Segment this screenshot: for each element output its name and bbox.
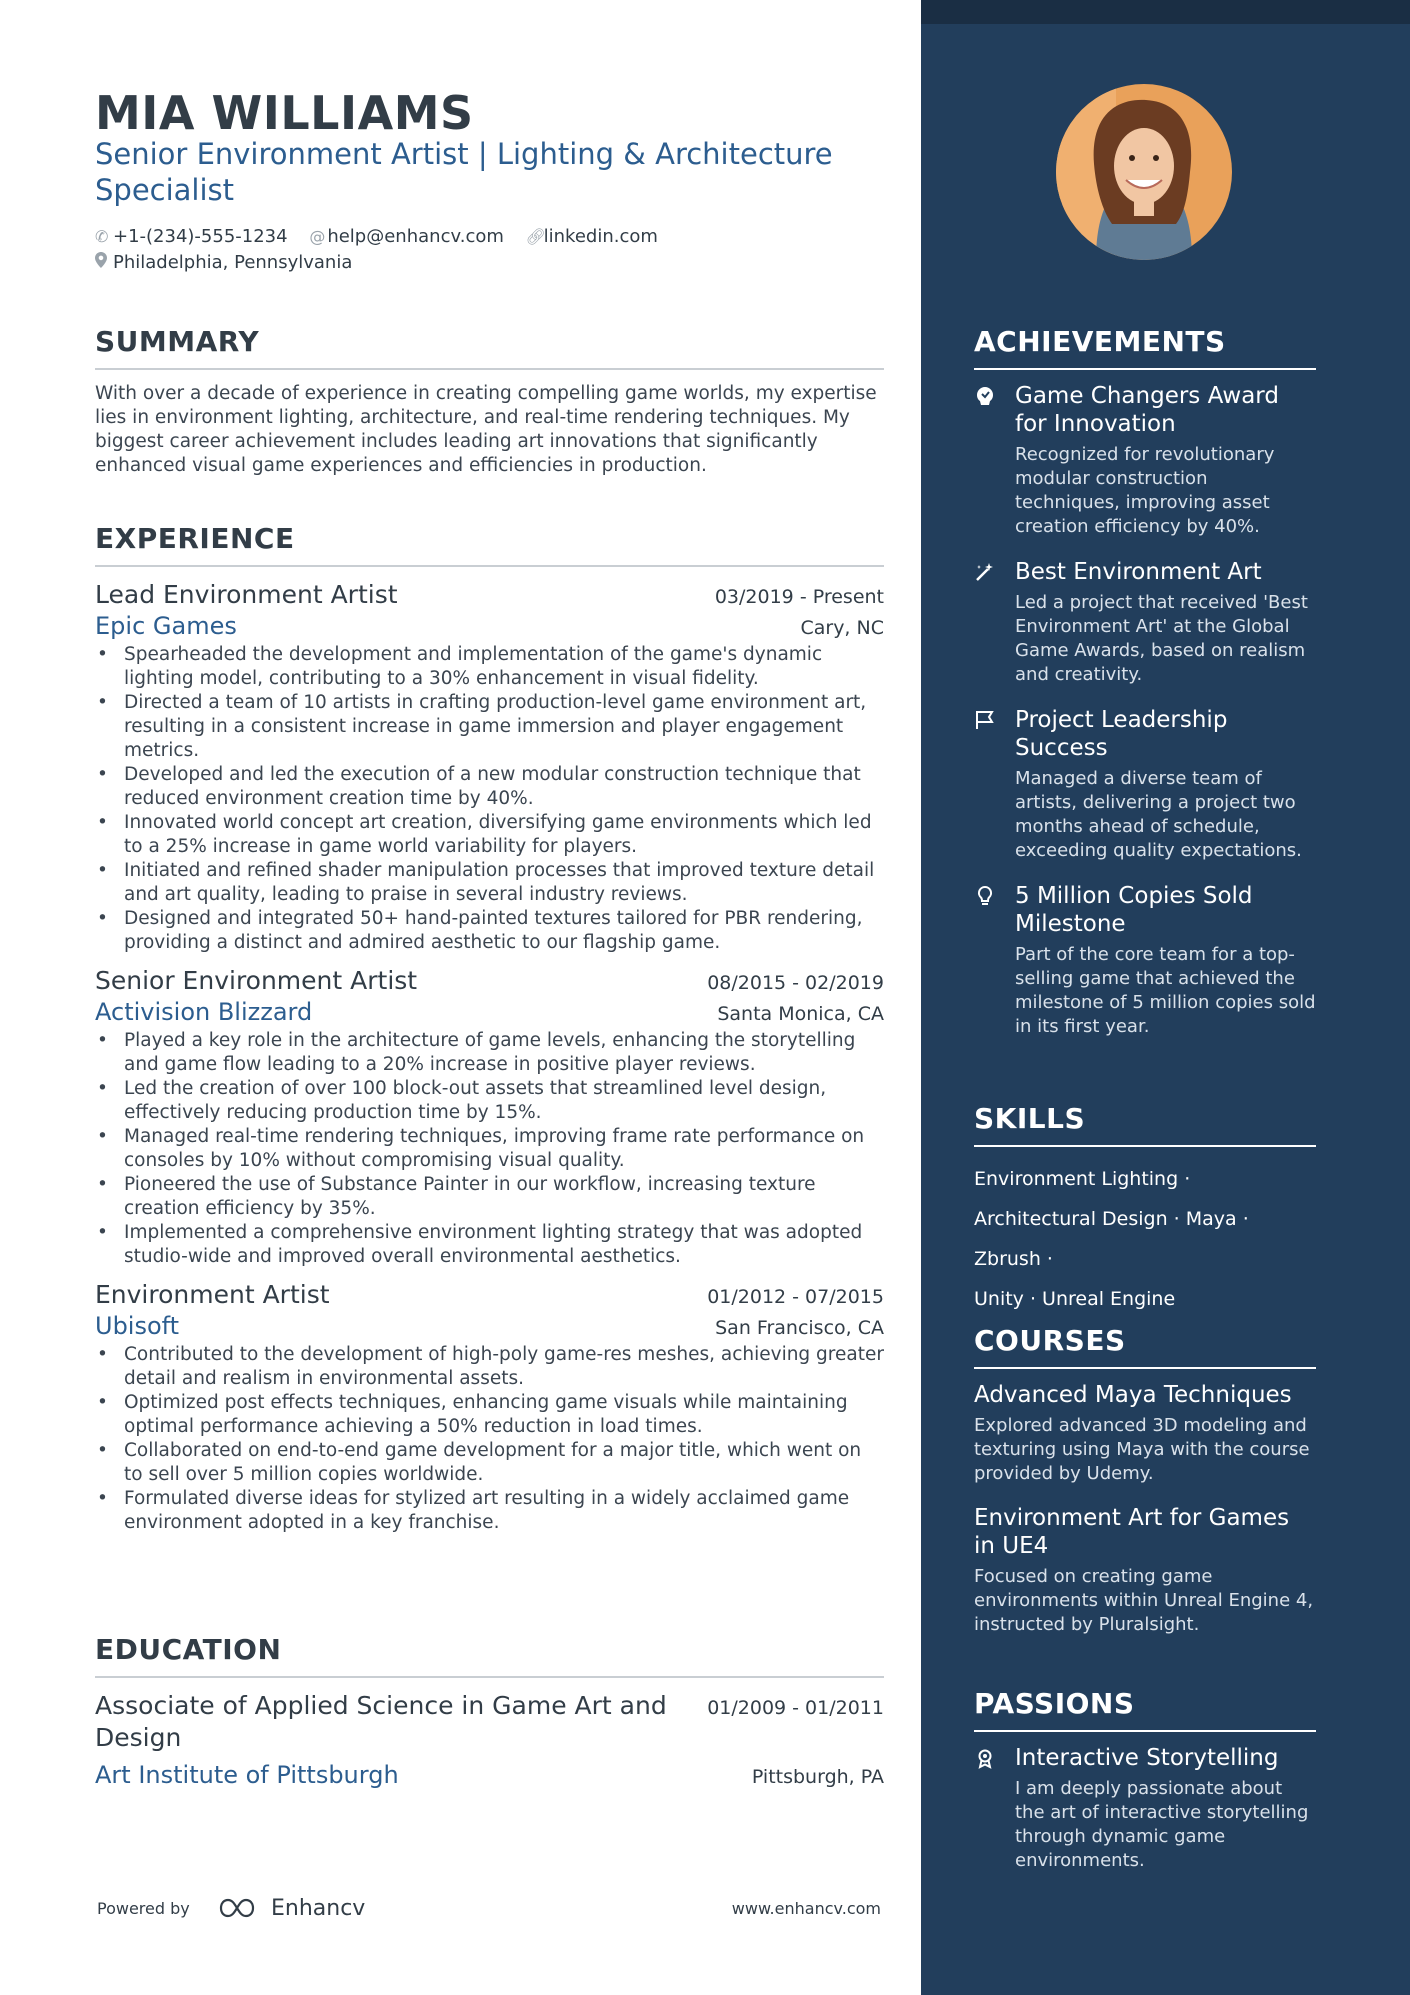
passion-desc: I am deeply passionate about the art of interactive storytelling through dynamic game environments. (1015, 1778, 1309, 1872)
passions-section (974, 1688, 1316, 1892)
bullet-item: • Directed a team of 10 artists in crafting production-level game environment art, resulting in a consistent increase in game immersion and player engagement metrics. (95, 691, 884, 763)
powered-by-label: Powered by (97, 1899, 190, 1918)
passions-heading: PASSIONS (974, 1688, 1316, 1732)
passion-title: Interactive Storytelling (1015, 1745, 1279, 1772)
bullet-item: • Innovated world concept art creation, diversifying game environments which led to a 25% increase in game world variability for players. (95, 811, 884, 859)
bullet-item: • Initiated and refined shader manipulation processes that improved texture detail and art quality, leading to praise in several industry reviews. (95, 859, 884, 907)
job-dates: 03/2019 - Present (714, 586, 884, 609)
bullet-item: • Developed and led the execution of a new modular construction technique that reduced environment creation time by 40%. (95, 763, 884, 811)
course-item (974, 1504, 1316, 1637)
achievement-title: Best Environment Art (1015, 559, 1262, 586)
achievement-title: Game Changers Award for Innovation (1015, 383, 1279, 438)
bullet-item: • Led the creation of over 100 block-out assets that streamlined level design, effectively reducing production time by 15%. (95, 1077, 884, 1125)
passion-item (974, 1744, 1316, 1873)
company-name: Activision Blizzard (95, 998, 313, 1027)
job-dates: 08/2015 - 02/2019 (707, 972, 884, 995)
company-location: San Francisco, CA (715, 1317, 884, 1340)
enhancv-logo[interactable]: Enhancv (217, 1895, 365, 1921)
skills-line: Environment Lighting · (974, 1168, 1191, 1191)
school-location: Pittsburgh, PA (751, 1766, 884, 1789)
course-title: Advanced Maya Techniques (974, 1382, 1292, 1409)
candidate-title: Senior Environment Artist | Lighting & Architecture Specialist (95, 137, 833, 207)
degree-title: Associate of Applied Science in Game Art and Design (95, 1691, 667, 1753)
courses-section (974, 1325, 1316, 1655)
summary-text: With over a decade of experience in creating compelling game worlds, my expertise lies in environment lighting, architecture, and real-time rendering techniques. My biggest career achievement includes leading art innovations that significantly enhanced visual game experiences and efficiencies in production. (95, 383, 877, 477)
summary-section (95, 326, 884, 478)
at-icon: @ (309, 227, 326, 246)
bullet-item: • Designed and integrated 50+ hand-painted textures tailored for PBR rendering, providing a distinct and admired aesthetic to our flagship game. (95, 907, 884, 955)
achievement-title: 5 Million Copies Sold Milestone (1015, 883, 1253, 938)
skills-line: Unity · Unreal Engine (974, 1288, 1176, 1311)
job-dates: 01/2012 - 07/2015 (707, 1286, 884, 1309)
sidebar (921, 0, 1410, 1995)
job-entry (95, 579, 884, 955)
contact-location: Philadelphia, Pennsylvania (95, 250, 352, 276)
link-icon: 🔗︎ (525, 227, 546, 246)
education-heading: EDUCATION (95, 1634, 884, 1678)
contact-info (95, 224, 674, 276)
achievement-desc: Led a project that received 'Best Environment Art' at the Global Game Awards, based on realism and creativity. (1015, 592, 1308, 686)
location-pin-icon (95, 250, 113, 276)
sidebar-top-bar (921, 0, 1410, 24)
course-item (974, 1381, 1316, 1486)
contact-email[interactable]: @ help@enhancv.com (309, 224, 504, 250)
contact-linkedin[interactable]: 🔗︎linkedin.com (526, 224, 658, 250)
website-link[interactable]: www.enhancv.com (731, 1899, 881, 1918)
bullet-item: • Implemented a comprehensive environment lighting strategy that was adopted studio-wide and improved overall environmental aesthetics. (95, 1221, 884, 1269)
job-bullets (95, 643, 884, 955)
achievement-desc: Part of the core team for a top-selling game that achieved the milestone of 5 million copies sold in its first year. (1015, 944, 1316, 1038)
job-entry (95, 965, 884, 1269)
award-icon (974, 1747, 998, 1771)
skills-section (974, 1103, 1316, 1319)
achievements-section (974, 326, 1316, 1058)
phone-icon: ✆ (95, 227, 109, 246)
courses-heading: COURSES (974, 1325, 1316, 1369)
course-title: Environment Art for Games in UE4 (974, 1505, 1290, 1560)
job-title: Lead Environment Artist (95, 580, 398, 610)
job-bullets (95, 1029, 884, 1269)
education-dates: 01/2009 - 01/2011 (707, 1697, 884, 1720)
shield-icon (974, 385, 998, 409)
job-title: Environment Artist (95, 1280, 330, 1310)
experience-section (95, 523, 884, 1545)
flag-icon (974, 709, 998, 733)
magic-wand-icon (974, 561, 998, 585)
bullet-item: • Played a key role in the architecture of game levels, enhancing the storytelling and game flow leading to a 20% increase in positive player reviews. (95, 1029, 884, 1077)
job-entry (95, 1279, 884, 1535)
candidate-name: MIA WILLIAMS (95, 86, 474, 140)
bullet-item: • Spearheaded the development and implementation of the game's dynamic lighting model, contributing to a 30% enhancement in visual fidelity. (95, 643, 884, 691)
lightbulb-icon (974, 885, 998, 909)
achievement-item (974, 706, 1316, 863)
achievement-item (974, 382, 1316, 539)
achievement-desc: Managed a diverse team of artists, delivering a project two months ahead of schedule, exceeding quality expectations. (1015, 768, 1302, 862)
bullet-item: • Optimized post effects techniques, enhancing game visuals while maintaining optimal performance achieving a 50% reduction in load times. (95, 1391, 884, 1439)
summary-heading: SUMMARY (95, 326, 884, 370)
bullet-item: • Pioneered the use of Substance Painter in our workflow, increasing texture creation efficiency by 35%. (95, 1173, 884, 1221)
achievement-title: Project Leadership Success (1015, 707, 1228, 762)
skills-line: Architectural Design · Maya · Zbrush · (974, 1208, 1249, 1271)
education-section (95, 1634, 884, 1790)
skills-heading: SKILLS (974, 1103, 1316, 1147)
bullet-item: • Managed real-time rendering techniques, improving frame rate performance on consoles by 10% without compromising visual quality. (95, 1125, 884, 1173)
achievement-item (974, 558, 1316, 687)
profile-photo (1056, 84, 1232, 260)
achievements-heading: ACHIEVEMENTS (974, 326, 1316, 370)
achievement-item (974, 882, 1316, 1039)
footer (97, 1895, 881, 1925)
contact-phone: ✆ +1-(234)-555-1234 (95, 224, 288, 250)
bullet-item: • Contributed to the development of high-poly game-res meshes, achieving greater detail and realism in environmental assets. (95, 1343, 884, 1391)
job-bullets (95, 1343, 884, 1535)
company-location: Santa Monica, CA (717, 1003, 884, 1026)
course-desc: Focused on creating game environments within Unreal Engine 4, instructed by Pluralsight. (974, 1566, 1314, 1636)
enhancv-logo-icon (217, 1895, 265, 1921)
achievement-desc: Recognized for revolutionary modular construction techniques, improving asset creation efficiency by 40%. (1015, 444, 1275, 538)
school-name: Art Institute of Pittsburgh (95, 1761, 399, 1790)
course-desc: Explored advanced 3D modeling and texturing using Maya with the course provided by Udemy. (974, 1415, 1310, 1485)
bullet-item: • Collaborated on end-to-end game development for a major title, which went on to sell over 5 million copies worldwide. (95, 1439, 884, 1487)
company-name: Epic Games (95, 612, 237, 641)
company-name: Ubisoft (95, 1312, 180, 1341)
company-location: Cary, NC (800, 617, 884, 640)
job-title: Senior Environment Artist (95, 966, 418, 996)
bullet-item: • Formulated diverse ideas for stylized art resulting in a widely acclaimed game environment adopted in a key franchise. (95, 1487, 884, 1535)
experience-heading: EXPERIENCE (95, 523, 884, 567)
